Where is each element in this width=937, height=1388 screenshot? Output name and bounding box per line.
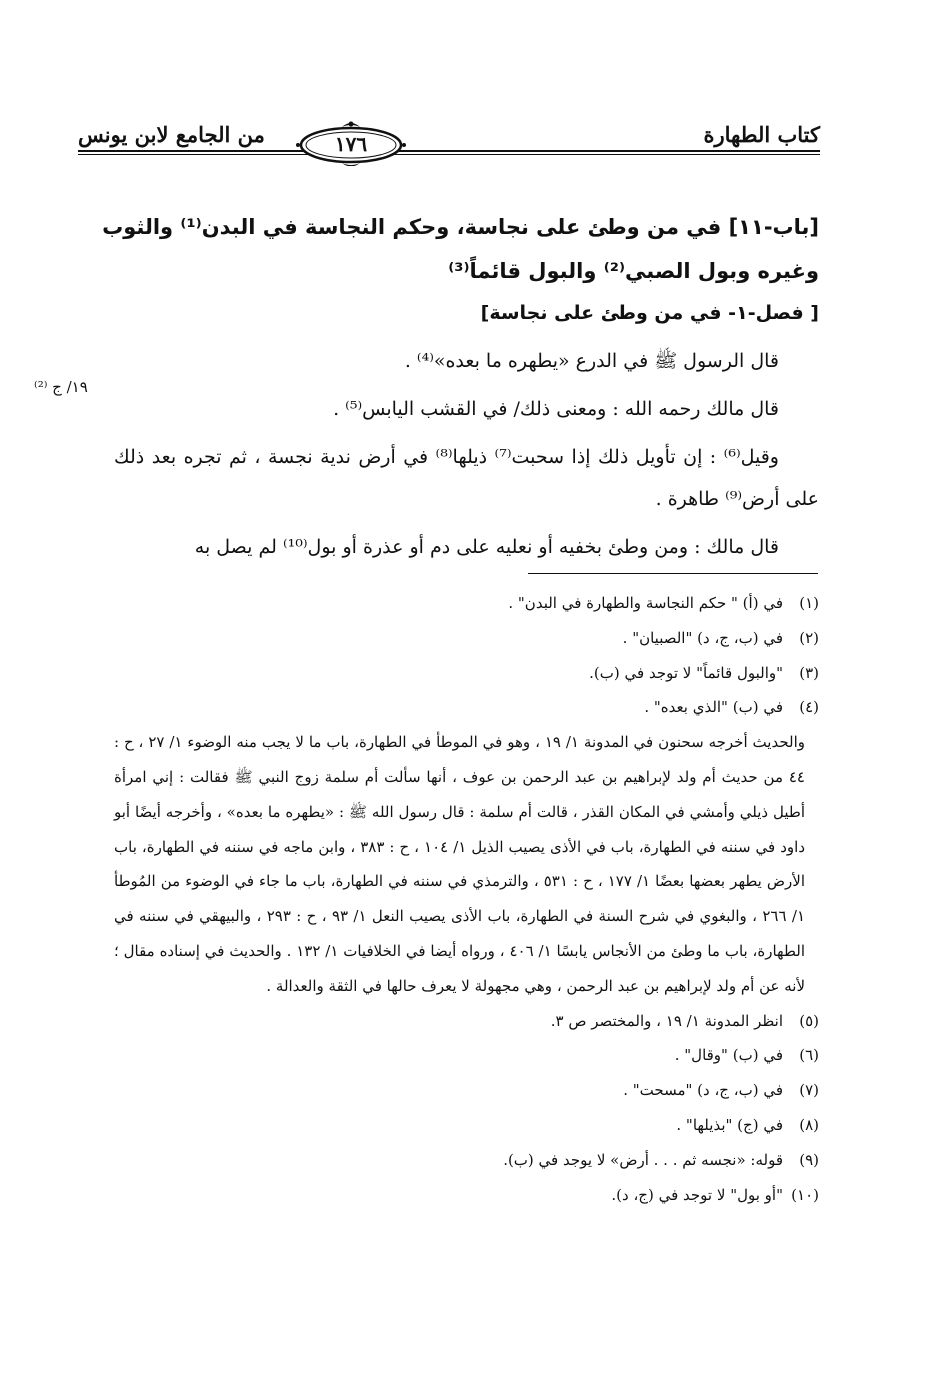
footnote (114, 656, 819, 691)
footnote (114, 1004, 819, 1039)
footnote-number: (٨) (799, 1115, 819, 1134)
main-text (114, 340, 819, 574)
footnote (114, 1073, 819, 1108)
section-heading: [ فصل-١- في من وطئ على نجاسة] (480, 302, 819, 324)
footnote (114, 586, 819, 621)
footnote-text: "والبول قائماً" لا توجد في (ب). (589, 663, 783, 682)
paragraph: وقيل⁽⁶⁾ : إن تأويل ذلك إذا سحبت⁽⁷⁾ ذيلها⁽⁸⁾ في أرض ندية نجسة ، ثم تجره بعد ذلك على أرض⁽⁹⁾ طاهرة . (114, 446, 819, 510)
footnote-text: في (ب) "الذي بعده" . (644, 698, 783, 717)
footnote (114, 1143, 819, 1178)
footnote-number: (٧) (799, 1081, 819, 1100)
footnote (114, 1038, 819, 1073)
footnote (114, 1108, 819, 1143)
footnote-number: (٢) (799, 628, 819, 647)
footnote-text: قوله: «نجسه ثم . . . أرض» لا يوجد في (ب). (503, 1150, 783, 1169)
footnote-text: في (ب، ج، د) "الصبيان" . (622, 628, 783, 647)
footnote-number: (٦) (799, 1046, 819, 1065)
footnote-number: (٣) (799, 663, 819, 682)
footnote (114, 621, 819, 656)
chapter-heading: [باب-١١] في من وطئ على نجاسة، وحكم النجاسة في البدن⁽¹⁾ والثوب وغيره وبول الصبي⁽²⁾ والبول قائماً⁽³⁾ (102, 215, 819, 283)
header-rule-thin (78, 154, 820, 155)
footnote-text: في (أ) " حكم النجاسة والطهارة في البدن" . (508, 594, 783, 612)
footnote-number: (٩) (799, 1150, 819, 1169)
footnote (114, 690, 819, 725)
footnote-number: (١) (799, 594, 819, 612)
book-title: كتاب الطهارة (696, 122, 821, 147)
footnote-number: (١٠) (791, 1185, 819, 1204)
footnote-text: "أو بول" لا توجد في (ج، د). (611, 1185, 783, 1204)
footnote-separator (528, 573, 818, 574)
header-rule (78, 150, 820, 152)
margin-folio-note: ١٩/ ج ⁽²⁾ (34, 378, 88, 396)
footnote-number: (٥) (799, 1011, 819, 1030)
page-number-badge (292, 120, 410, 166)
footnote-hadith-note: والحديث أخرجه سحنون في المدونة ١/ ١٩ ، وهو في الموطأ في الطهارة، باب ما لا يجب منه الوضوء ١/ ٢٧ ، ح : ٤٤ من حديث أم ولد لإبراهيم بن عبد الرحمن بن عوف ، أنها سألت أم سلمة زوج النبي ﷺ فقالت : إني امرأة أطيل ذيلي وأمشي في المكان القذر ، قالت أم سلمة : قال رسول الله ﷺ : «يطهره ما بعده» ، وأخرجه أيضًا أبو داود في سننه في الطهارة، باب في الأذى يصيب الذيل ١/ ١٠٤ ، ح : ٣٨٣ ، وابن ماجه في سننه في الطهارة، باب الأرض يطهر بعضها بعضًا ١/ ١٧٧ ، ح : ٥٣١ ، والترمذي في سننه في الطهارة، باب ما جاء في الوضوء من المُوطأ ١/ ٢٦٦ ، والبغوي في شرح السنة في الطهارة، باب الأذى يصيب النعل ١/ ٩٣ ، ح : ٢٩٣ ، والبيهقي في سننه في الطهارة، باب ما وطئ من الأنجاس يابسًا ١/ ٤٠٦ ، ورواه أيضا في الخلافيات ١/ ١٣٢ . والحديث في إسناده مقال ؛ لأنه عن أم ولد لإبراهيم بن عبد الرحمن ، وهي مجهولة لا يعرف حالها في الثقة والعدالة . (114, 733, 806, 995)
footnote (114, 1178, 819, 1213)
footnotes (114, 586, 819, 1212)
running-header (78, 120, 820, 166)
footnote-text: في (ب، ج، د) "مسحت" . (623, 1081, 783, 1100)
paragraph: قال مالك رحمه الله : ومعنى ذلك/ في القشب اليابس⁽⁵⁾ . (333, 398, 779, 420)
work-title: من الجامع لابن يونس (78, 122, 273, 147)
footnote-text: في (ب) "وقال" . (674, 1046, 783, 1065)
footnote-text: انظر المدونة ١/ ١٩ ، والمختصر ص ٣. (550, 1011, 783, 1030)
footnote-number: (٤) (799, 698, 819, 717)
paragraph: قال مالك : ومن وطئ بخفيه أو نعليه على دم أو عذرة أو بول⁽¹⁰⁾ لم يصل به (194, 536, 779, 558)
paragraph: قال الرسول ﷺ في الدرع «يطهره ما بعده»⁽⁴⁾ . (404, 350, 779, 372)
footnote-text: في (ج) "بذيلها" . (676, 1115, 783, 1134)
page-number: ١٧٦ (334, 132, 368, 156)
